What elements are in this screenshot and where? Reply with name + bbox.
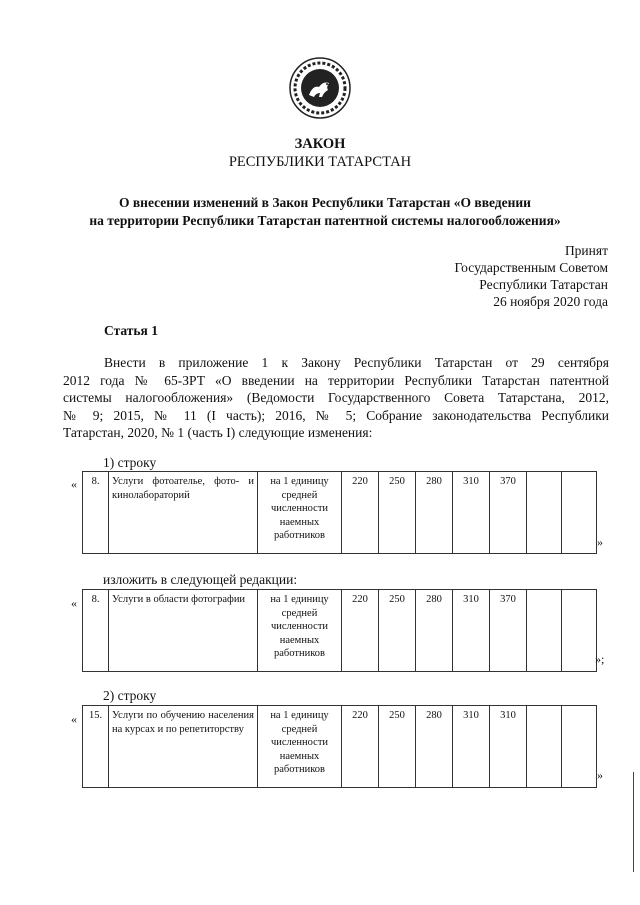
scan-edge-line [633, 772, 634, 872]
close-quote: »; [595, 652, 605, 666]
service-name: Услуги в области фотографии [109, 590, 258, 672]
issuer: РЕСПУБЛИКИ ТАТАРСТАН [228, 154, 412, 170]
unit-cell: на 1 единицу средней численности наемных работников [258, 472, 342, 554]
block-caption: изложить в следующей редакции: [103, 572, 298, 587]
value-cell [562, 472, 597, 554]
body-line: № 9; 2015, № 11 (I часть); 2016, № 5; Собрание законодательства Республики [63, 407, 609, 423]
value-cell: 280 [416, 706, 453, 788]
open-quote: « [71, 596, 77, 610]
table-row [83, 472, 597, 554]
value-cell [527, 590, 562, 672]
close-quote: » [597, 535, 603, 549]
document-type: ЗАКОН [294, 136, 346, 152]
open-quote: « [71, 477, 77, 491]
article-body [63, 354, 609, 442]
value-cell: 310 [453, 472, 490, 554]
adopted-line: Принят [564, 243, 608, 258]
block-caption: 1) строку [103, 455, 157, 470]
law-subject-line-2: на территории Республики Татарстан патентной системы налогообложения» [89, 213, 561, 228]
value-cell: 310 [490, 706, 527, 788]
table-row [83, 706, 597, 788]
value-cell: 310 [453, 590, 490, 672]
law-subject-line-1: О внесении изменений в Закон Республики Татарстан «О введении [119, 195, 531, 210]
block-caption: 2) строку [103, 688, 157, 703]
value-cell: 250 [379, 706, 416, 788]
value-cell: 280 [416, 590, 453, 672]
close-quote: » [597, 768, 603, 782]
adopted-line: Государственным Советом [454, 260, 608, 275]
value-cell: 370 [490, 590, 527, 672]
service-name: Услуги фотоателье, фото- и кинолабораторий [109, 472, 258, 554]
value-cell: 310 [453, 706, 490, 788]
value-cell [562, 590, 597, 672]
adopted-line: Республики Татарстан [479, 277, 608, 292]
tax-row-table [82, 705, 597, 788]
row-number: 8. [83, 472, 109, 554]
value-cell: 250 [379, 472, 416, 554]
service-name: Услуги по обучению населения на курсах и по репетиторству [109, 706, 258, 788]
row-number: 8. [83, 590, 109, 672]
value-cell: 370 [490, 472, 527, 554]
value-cell [562, 706, 597, 788]
adopted-date: 26 ноября 2020 года [493, 294, 608, 309]
unit-cell: на 1 единицу средней численности наемных работников [258, 706, 342, 788]
adopted-block [455, 242, 608, 310]
value-cell: 220 [342, 472, 379, 554]
unit-cell: на 1 единицу средней численности наемных работников [258, 590, 342, 672]
open-quote: « [71, 712, 77, 726]
value-cell: 220 [342, 590, 379, 672]
body-line: 2012 года № 65-ЗРТ «О введении на территории Республики Татарстан патентной [63, 372, 609, 388]
body-line: системы налогообложения» (Ведомости Государственного Совета Татарстана, 2012, [63, 390, 609, 405]
article-title: Статья 1 [104, 323, 158, 338]
value-cell: 220 [342, 706, 379, 788]
value-cell: 280 [416, 472, 453, 554]
value-cell: 250 [379, 590, 416, 672]
tax-row-table [82, 471, 597, 554]
body-line: Внести в приложение 1 к Закону Республики Татарстан от 29 сентября [104, 355, 609, 370]
row-number: 15. [83, 706, 109, 788]
tax-row-table [82, 589, 597, 672]
tatarstan-emblem [289, 57, 351, 119]
value-cell [527, 706, 562, 788]
body-line: Татарстан, 2020, № 1 (часть I) следующие изменения: [63, 425, 373, 440]
value-cell [527, 472, 562, 554]
table-row [83, 590, 597, 672]
